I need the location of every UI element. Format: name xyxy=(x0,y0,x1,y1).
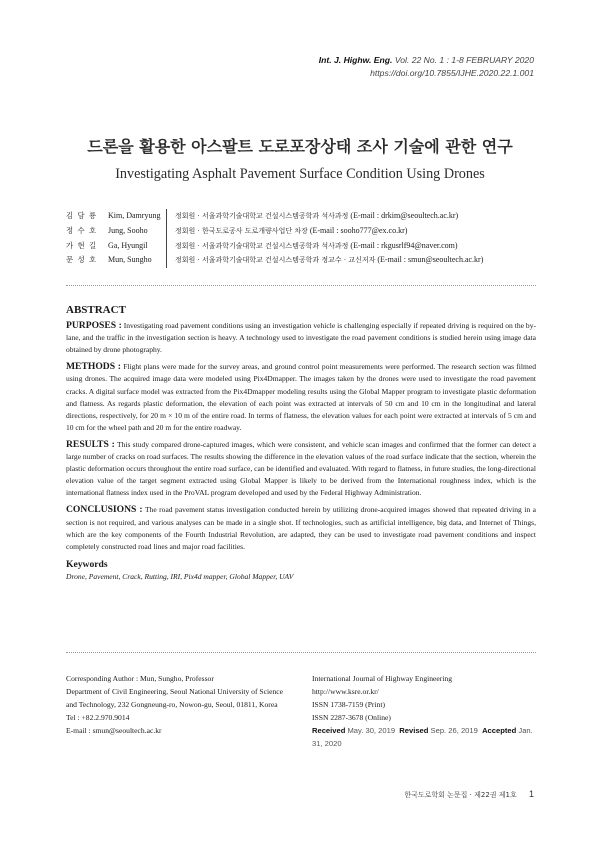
divider xyxy=(66,285,536,286)
revised-date: Sep. 26, 2019 xyxy=(430,726,478,736)
author-affiliation xyxy=(166,224,536,239)
author-row xyxy=(66,239,536,254)
author-name-english: Kim, Damryung xyxy=(108,211,161,220)
author-row xyxy=(66,224,536,239)
accepted-label: Accepted xyxy=(482,726,517,736)
author-name-english: Jung, Sooho xyxy=(108,225,148,235)
author-email[interactable]: (E-mail : smun@seoultech.ac.kr) xyxy=(377,255,484,265)
author-email[interactable]: (E-mail : drkim@seoultech.ac.kr) xyxy=(350,211,459,220)
journal-info-block xyxy=(312,672,536,751)
corresponding-line: Corresponding Author : Mun, Sungho, Professor xyxy=(66,674,214,683)
page-number: 1 xyxy=(528,789,534,799)
running-footer: 한국도로학회 논문집 · 제22권 제1호 xyxy=(404,791,517,799)
purposes-paragraph xyxy=(66,320,536,356)
methods-text: Flight plans were made for the survey areas, and ground control point measurements were performed. The research section was filmed using drones. The acquired image data were modeled using Pix4Dmapper. The images taken by the drones were used to investigate the road pavement cracks. A digital surface model was extracted from the Pix4Dmapper modeling results using the Global Mapper program to investigate plastic deformation and flatness. As regards plastic deformation, the elevation of each point was extracted at intervals of 50 cm and 10 cm in the longitudinal and lateral directions, respectively, for 20 m × 10 m of the entire road. In terms of flatness, the elevation values for each point were extracted at intervals of 5 cm and 10 cm for the wheel path and 20 m for the entire roadway. xyxy=(66,362,536,432)
author-row xyxy=(66,209,536,224)
title-korean: 드론을 활용한 아스팔트 도로포장상태 조사 기술에 관한 연구 xyxy=(87,137,513,156)
conclusions-paragraph xyxy=(66,504,536,552)
page-footer xyxy=(404,789,534,800)
author-name-korean: 문 성 호 xyxy=(66,255,98,265)
journal-citation xyxy=(319,54,534,67)
issn-online: ISSN 2287-3678 (Online) xyxy=(312,713,391,723)
affiliation-text: 정회원 · 한국도로공사 도로개량사업단 차장 xyxy=(175,226,308,235)
revised-label: Revised xyxy=(399,726,429,736)
author-name-korean: 김 담 룡 xyxy=(66,211,98,220)
keywords-label: Keywords xyxy=(66,558,108,570)
journal-header xyxy=(319,54,534,79)
keywords-list: Drone, Pavement, Crack, Rutting, IRI, Pix4d mapper, Global Mapper, UAV xyxy=(66,571,294,581)
affiliation-text: 정회원 · 서울과학기술대학교 건설시스템공학과 석사과정 xyxy=(175,241,349,250)
abstract-heading: ABSTRACT xyxy=(66,304,126,316)
footer-info xyxy=(66,672,536,751)
author-affiliation xyxy=(166,209,536,224)
purposes-label: PURPOSES : xyxy=(66,320,122,332)
abstract-section xyxy=(66,304,536,583)
received-date: May. 30, 2019 xyxy=(347,726,396,736)
author-name-english: Mun, Sungho xyxy=(108,255,152,265)
results-paragraph xyxy=(66,439,536,499)
author-affiliation xyxy=(166,253,536,268)
corresponding-email[interactable]: E-mail : smun@seoultech.ac.kr xyxy=(66,726,162,736)
journal-url[interactable]: http://www.ksre.or.kr/ xyxy=(312,687,379,697)
methods-label: METHODS : xyxy=(66,361,121,373)
author-list xyxy=(66,209,536,268)
volume-info: Vol. 22 No. 1 : 1-8 FEBRUARY 2020 xyxy=(394,55,534,65)
accepted-date: Jan. 31, 2020 xyxy=(312,726,533,749)
author-email[interactable]: (E-mail : sooho777@ex.co.kr) xyxy=(309,225,408,235)
conclusions-label: CONCLUSIONS : xyxy=(66,504,143,516)
author-name-english: Ga, Hyungil xyxy=(108,240,148,250)
issn-print: ISSN 1738-7159 (Print) xyxy=(312,700,385,710)
journal-name: International Journal of Highway Engineering xyxy=(312,674,453,683)
corresponding-line: Tel : +82.2.970.9014 xyxy=(66,713,130,723)
methods-paragraph xyxy=(66,361,536,434)
results-text: This study compared drone-captured images, which were consistent, and vehicle scan images and confirmed that the former can detect a large number of cracks on road surfaces. The results showing the difference in the elevation values of the road surface indicate that the section, wherein the plastic deformation occurs throughout the entire road surface, can be identified and evaluated. With regard to flatness, in future studies, the long-directional elevation value of the target segment extracted using Global Mapper is likely to be derived from the International roughness index, which is the international flatness index used in the ProVAL program developed and used by the Federal Highway Administration. xyxy=(66,439,536,498)
corresponding-line: and Technology, 232 Gongneung-ro, Nowon-gu, Seoul, 01811, Korea xyxy=(66,700,278,710)
doi-link[interactable]: https://doi.org/10.7855/IJHE.2020.22.1.001 xyxy=(370,67,534,78)
title-english: Investigating Asphalt Pavement Surface Condition Using Drones xyxy=(115,166,485,182)
author-name-korean: 정 수 호 xyxy=(66,225,98,235)
corresponding-author-block xyxy=(66,672,312,751)
author-name-korean: 가 현 길 xyxy=(66,240,98,250)
received-label: Received xyxy=(312,726,346,736)
results-label: RESULTS : xyxy=(66,438,115,450)
purposes-text: Investigating road pavement conditions using an investigation vehicle is challenging especially if repeated driving is required on the by-lane, and the traffic in the investigation section is heavy. A technology used to investigate the road pavement conditions is studied herein using image data obtained by drone photography. xyxy=(66,321,536,355)
divider xyxy=(66,652,536,653)
conclusions-text: The road pavement status investigation conducted herein by utilizing drone-acquired images showed that repeated driving in a section is not required, and various analyses can be made in a single shot. If technologies, such as artificial intelligence, big data, and Internet of Things, which are the key components of the Fourth Industrial Revolution, are adapted, they can be used to investigate road pavement conditions and inspect completely constructed road lines and major road facilities. xyxy=(66,505,536,551)
author-row xyxy=(66,253,536,268)
affiliation-text: 정회원 · 서울과학기술대학교 건설시스템공학과 석사과정 xyxy=(175,212,349,220)
corresponding-line: Department of Civil Engineering, Seoul National University of Science xyxy=(66,687,284,697)
author-affiliation xyxy=(166,239,536,254)
affiliation-text: 정회원 · 서울과학기술대학교 건설시스템공학과 정교수 · 교신저자 xyxy=(175,256,376,265)
submission-dates xyxy=(312,724,536,750)
journal-abbr: Int. J. Highw. Eng. xyxy=(318,55,393,65)
author-email[interactable]: (E-mail : rkgusrlf94@naver.com) xyxy=(350,240,458,250)
